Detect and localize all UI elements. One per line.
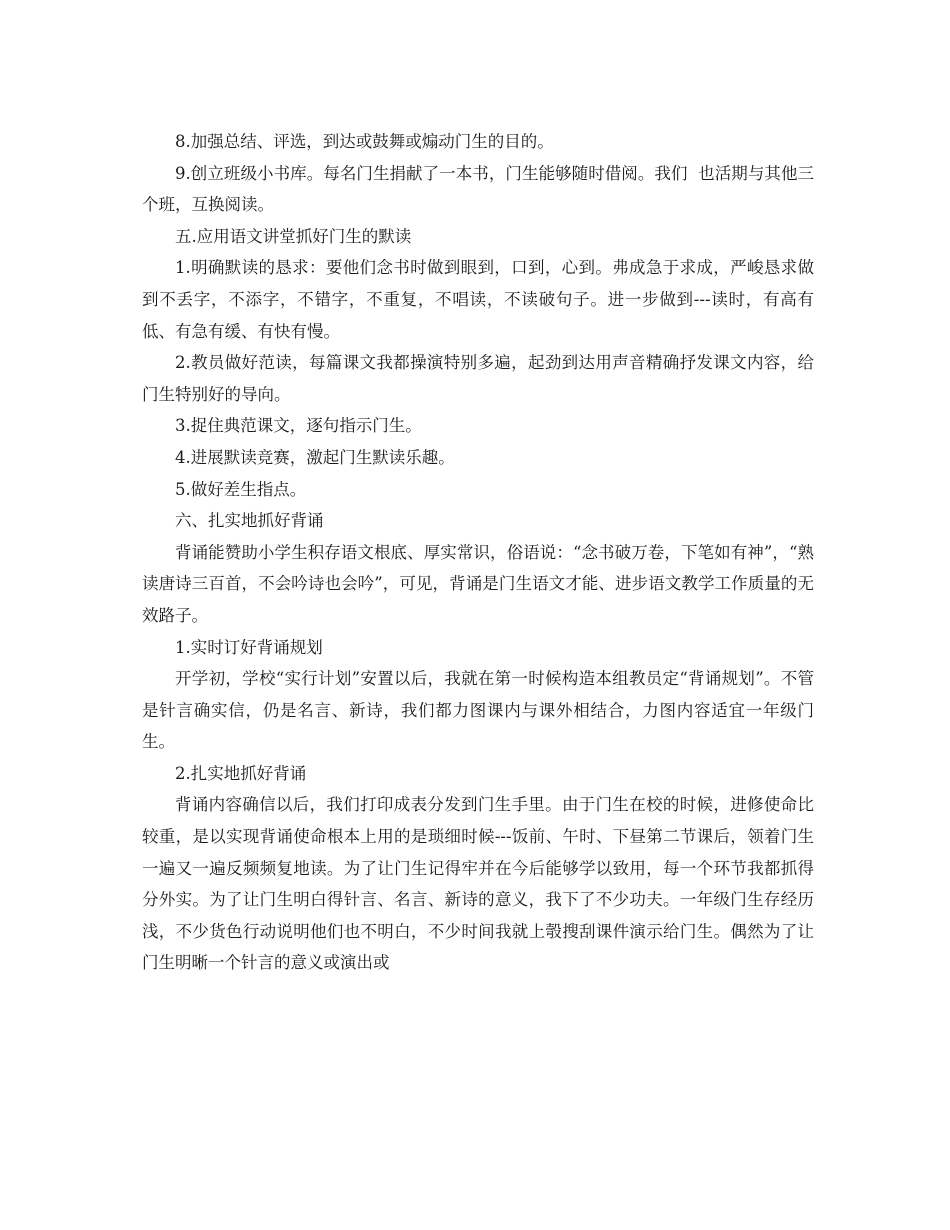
section-heading-silent-reading: 五.应用语文讲堂抓好门生的默读 [175, 226, 412, 246]
paragraph-recitation-practice: 背诵内容确信以后，我们打印成表分发到门生手里。由于门生在校的时候，进修使命比较重，是以实现背诵使命根本上用的是琐细时候---饭前、午时、下昼第二节课后，领着门生一遍又一遍反频频复地读。为了让门生记得牢并在今后能够学以致用，每一个环节我都抓得分外实。为了让门生明白得针言、名言、新诗的意义，我下了不少功夫。一年级门生存经历浅，不少货色行动说明他们也不明白，不少时间我就上彀搜刮课件演示给门生。偶然为了让门生明晰一个针言的意义或演出或 [142, 795, 814, 973]
paragraph-class-library: 9.创立班级小书库。每名门生捐献了一本书，门生能够随时借阅。我们 也活期与其他三个班，互换阅读。 [142, 163, 814, 215]
paragraph-reading-competition: 4.进展默读竞赛，激起门生默读乐趣。 [175, 447, 455, 467]
paragraph-summary-selection: 8.加强总结、评选，到达或鼓舞或煽动门生的目的。 [175, 132, 554, 151]
paragraph-typical-texts: 3.捉住典范课文，逐句指示门生。 [175, 416, 422, 436]
subheading-recitation-practice: 2.扎实地抓好背诵 [175, 763, 307, 783]
paragraph-recitation-benefits: 背诵能赞助小学生积存语文根底、厚实常识，俗语说：“念书破万卷，下笔如有神”，“熟读唐诗三百首，不会吟诗也会吟”，可见，背诵是门生语文才能、进步语文教学工作质量的无效路子。 [142, 542, 814, 625]
section-heading-recitation: 六、扎实地抓好背诵 [175, 511, 324, 531]
paragraph-recitation-plan: 开学初，学校“实行计划”安置以后，我就在第一时候构造本组教员定“背诵规划”。不管是针言确实信，仍是名言、新诗，我们都力图课内与课外相结合，力图内容适宜一年级门生。 [142, 669, 814, 752]
document-page [142, 126, 814, 979]
paragraph-weak-students: 5.做好差生指点。 [175, 479, 307, 499]
paragraph-reading-requirements: 1.明确默读的恳求：要他们念书时做到眼到，口到，心到。弗成急于求成，严峻恳求做到不丢字，不添字，不错字，不重复，不唱读，不读破句子。进一步做到---读时，有高有低、有急有缓、有快有慢。 [142, 258, 814, 341]
paragraph-model-reading: 2.教员做好范读，每篇课文我都操演特别多遍，起劲到达用声音精确抒发课文内容，给门生特别好的导向。 [142, 353, 814, 404]
subheading-recitation-plan: 1.实时订好背诵规划 [175, 637, 323, 657]
